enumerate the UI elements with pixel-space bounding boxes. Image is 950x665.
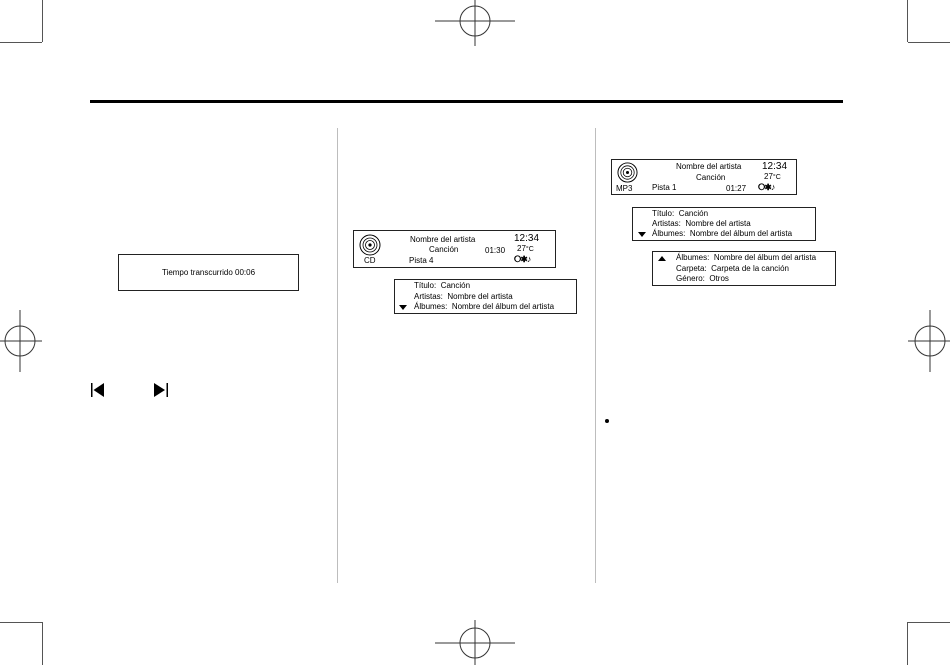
scroll-down-icon	[399, 305, 407, 310]
song-name: Canción	[696, 173, 726, 182]
elapsed-time-text: Tiempo transcurrido 00:06	[161, 268, 256, 277]
temperature: 27°C	[764, 172, 781, 181]
track-number: Pista 4	[409, 256, 434, 265]
status-icons: ⭘✱♪	[514, 254, 531, 264]
crop-mark	[907, 0, 908, 42]
crop-mark	[907, 622, 908, 665]
crop-mark	[42, 622, 43, 665]
scroll-down-icon	[638, 232, 646, 237]
registration-mark-top	[435, 0, 515, 48]
registration-mark-left	[0, 310, 42, 372]
source-mode-label: CD	[364, 256, 376, 265]
cd-track-info-panel	[394, 279, 577, 314]
clock-time: 12:34	[514, 233, 540, 244]
elapsed-time-display	[118, 254, 299, 291]
crop-mark	[908, 42, 950, 43]
crop-mark	[0, 42, 42, 43]
elapsed-time: 01:27	[726, 184, 747, 193]
mp3-track-info-panel	[632, 207, 816, 241]
crop-mark	[0, 622, 42, 623]
mp3-folder-info-panel	[652, 251, 836, 286]
disc-icon	[617, 162, 638, 183]
previous-track-icon	[91, 383, 105, 397]
status-icons: ⭘✱♪	[758, 182, 775, 192]
scroll-up-icon	[658, 256, 666, 261]
album-row: Álbumes: Nombre del álbum del artista	[414, 302, 555, 311]
genre-row: Género: Otros	[676, 274, 729, 283]
next-track-icon	[154, 383, 168, 397]
title-row: Título: Canción	[414, 281, 471, 290]
track-number: Pista 1	[652, 183, 677, 192]
song-name: Canción	[429, 245, 459, 254]
artist-row: Artistas: Nombre del artista	[652, 219, 751, 228]
crop-mark	[42, 0, 43, 42]
source-mode-label: MP3	[616, 184, 633, 193]
bullet-point	[605, 419, 609, 423]
registration-mark-bottom	[435, 620, 515, 665]
artist-name: Nombre del artista	[410, 235, 476, 244]
mp3-display-screen	[611, 159, 797, 195]
cd-display-screen	[353, 230, 556, 268]
album-row: Álbumes: Nombre del álbum del artista	[676, 253, 817, 262]
artist-name: Nombre del artista	[676, 162, 742, 171]
crop-mark	[908, 622, 950, 623]
registration-mark-right	[908, 310, 950, 372]
column-divider	[595, 128, 596, 583]
title-row: Título: Canción	[652, 209, 709, 218]
album-row: Álbumes: Nombre del álbum del artista	[652, 229, 793, 238]
artist-row: Artistas: Nombre del artista	[414, 292, 513, 301]
folder-row: Carpeta: Carpeta de la canción	[676, 264, 789, 273]
disc-icon	[359, 234, 381, 256]
header-rule	[90, 100, 843, 103]
elapsed-time: 01:30	[485, 246, 506, 255]
column-divider	[337, 128, 338, 583]
clock-time: 12:34	[762, 161, 788, 172]
temperature: 27°C	[517, 244, 534, 253]
